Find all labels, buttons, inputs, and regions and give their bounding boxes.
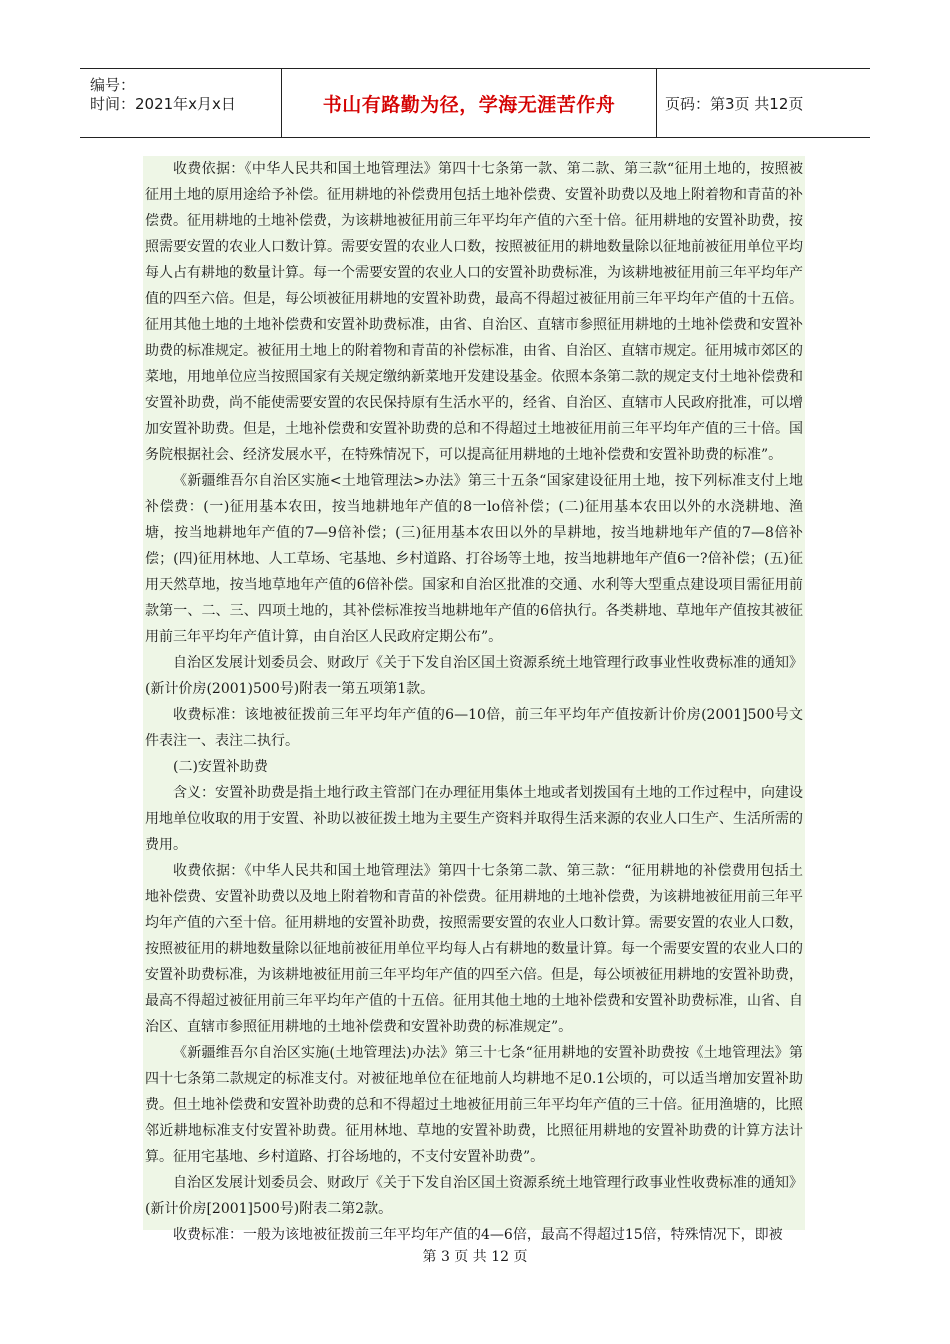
page-header <box>80 68 870 138</box>
header-meta <box>80 69 280 137</box>
paragraph-notice-ref-2: 自治区发展计划委员会、财政厅《关于下发自治区国土资源系统土地管理行政事业性收费标准的通知》(新计价房[2001]500号)附表二第2款。 <box>145 1175 803 1217</box>
paragraph-fee-basis-1: 收费依据：《中华人民共和国土地管理法》第四十七条第一款、第二款、第三款“征用土地的，按照被征用土地的原用途给予补偿。征用耕地的补偿费用包括土地补偿费、安置补助费以及地上附着物和青苗的补偿费。征用耕地的土地补偿费，为该耕地被征用前三年平均年产值的六至十倍。征用耕地的安置补助费，按照需要安置的农业人口数计算。需要安置的农业人口数，按照被征用的耕地数量除以征地前被征用单位平均每人占有耕地的数量计算。每一个需要安置的农业人口的安置补助费标准，为该耕地被征用前三年平均年产值的四至六倍。但是，每公顷被征用耕地的安置补助费，最高不得超过被征用前三年平均年产值的十五倍。征用其他土地的土地补偿费和安置补助费标准，由省、自治区、直辖市参照征用耕地的土地补偿费和安置补助费的标准规定。被征用土地上的附着物和青苗的补偿标准，由省、自治区、直辖市规定。征用城市郊区的菜地，用地单位应当按照国家有关规定缴纳新菜地开发建设基金。依照本条第二款的规定支付土地补偿费和安置补助费，尚不能使需要安置的农民保持原有生活水平的，经省、自治区、直辖市人民政府批准，可以增加安置补助费。但是，土地补偿费和安置补助费的总和不得超过土地被征用前三年平均年产值的三十倍。国务院根据社会、经济发展水平，在特殊情况下，可以提高征用耕地的土地补偿费和安置补助费的标准”。 <box>145 161 803 463</box>
paragraph-xinjiang-art35: 《新疆维吾尔自治区实施<土地管理法>办法》第三十五条“国家建设征用土地，按下列标准支付上地补偿费：(一)征用基本农田，按当地耕地年产值的8一lo倍补偿；(二)征用基本农田以外的水浇耕地、渔塘，按当地耕地年产值的7—9倍补偿；(三)征用基本农田以外的旱耕地，按当地耕地年产值的7—8倍补偿；(四)征用林地、人工草场、宅基地、乡村道路、打谷场等土地，按当地耕地年产值6一?倍补偿；(五)征用天然草地，按当地草地年产值的6倍补偿。国家和自治区批准的交通、水利等大型重点建设项目需征用前款第一、二、三、四项土地的，其补偿标准按当地耕地年产值的6倍执行。各类耕地、草地年产值按其被征用前三年平均年产值计算，由自治区人民政府定期公布”。 <box>145 473 803 645</box>
section-heading-resettlement: (二)安置补助费 <box>173 759 268 775</box>
paragraph-xinjiang-art37: 《新疆维吾尔自治区实施(土地管理法)办法》第三十七条“征用耕地的安置补助费按《土地管理法》第四十七条第二款规定的标准支付。对被征地单位在征地前人均耕地不足0.1公顷的，可以适当增加安置补助费。但土地补偿费和安置补助费的总和不得超过土地被征用前三年平均年产值的三十倍。征用渔塘的，比照邻近耕地标准支付安置补助费。征用林地、草地的安置补助费，比照征用耕地的安置补助费的计算方法计算。征用宅基地、乡村道路、打谷场地的，不支付安置补助费”。 <box>145 1045 803 1165</box>
paragraph-fee-standard-2: 收费标准：一般为该地被征拨前三年平均年产值的4—6倍，最高不得超过15倍，特殊情况下，即被 <box>173 1227 783 1243</box>
page-footer: 第 3 页 共 12 页 <box>422 1249 528 1265</box>
header-motto: 书山有路勤为径，学海无涯苦作舟 <box>322 93 616 116</box>
paragraph-notice-ref-1: 自治区发展计划委员会、财政厅《关于下发自治区国土资源系统土地管理行政事业性收费标准的通知》(新计价房(2001)500号)附表一第五项第1款。 <box>145 655 803 697</box>
paragraph-fee-basis-2: 收费依据：《中华人民共和国土地管理法》第四十七条第二款、第三款：“征用耕地的补偿费用包括土地补偿费、安置补助费以及地上附着物和青苗的补偿费。征用耕地的土地补偿费，为该耕地被征用前三年平均年产值的六至十倍。征用耕地的安置补助费，按照需要安置的农业人口数计算。需要安置的农业人口数，按照被征用的耕地数量除以征地前被征用单位平均每人占有耕地的数量计算。每一个需要安置的农业人口的安置补助费标准，为该耕地被征用前三年平均年产值的四至六倍。但是，每公顷被征用耕地的安置补助费，最高不得超过被征用前三年平均年产值的十五倍。征用其他土地的土地补偿费和安置补助费标准，山省、自治区、直辖市参照征用耕地的土地补偿费和安置补助费的标准规定”。 <box>145 863 803 1035</box>
header-page-info: 页码：第3页 共12页 <box>665 94 804 113</box>
header-motto-cell <box>282 69 656 137</box>
paragraph-fee-standard-1: 收费标准：该地被征拨前三年平均年产值的6—10倍，前三年平均年产值按新计价房(2001]500号文件表注一、表注二执行。 <box>145 707 803 749</box>
document-number-label: 编号： <box>90 76 136 94</box>
document-date-label: 时间：2021年x月x日 <box>90 95 236 113</box>
paragraph-definition: 含义：安置补助费是指土地行政主管部门在办理征用集体土地或者划拨国有土地的工作过程中，向建设用地单位收取的用于安置、补助以被征拨土地为主要生产资料并取得生活来源的农业人口生产、生活所需的费用。 <box>145 785 803 853</box>
document-body <box>143 156 805 1243</box>
